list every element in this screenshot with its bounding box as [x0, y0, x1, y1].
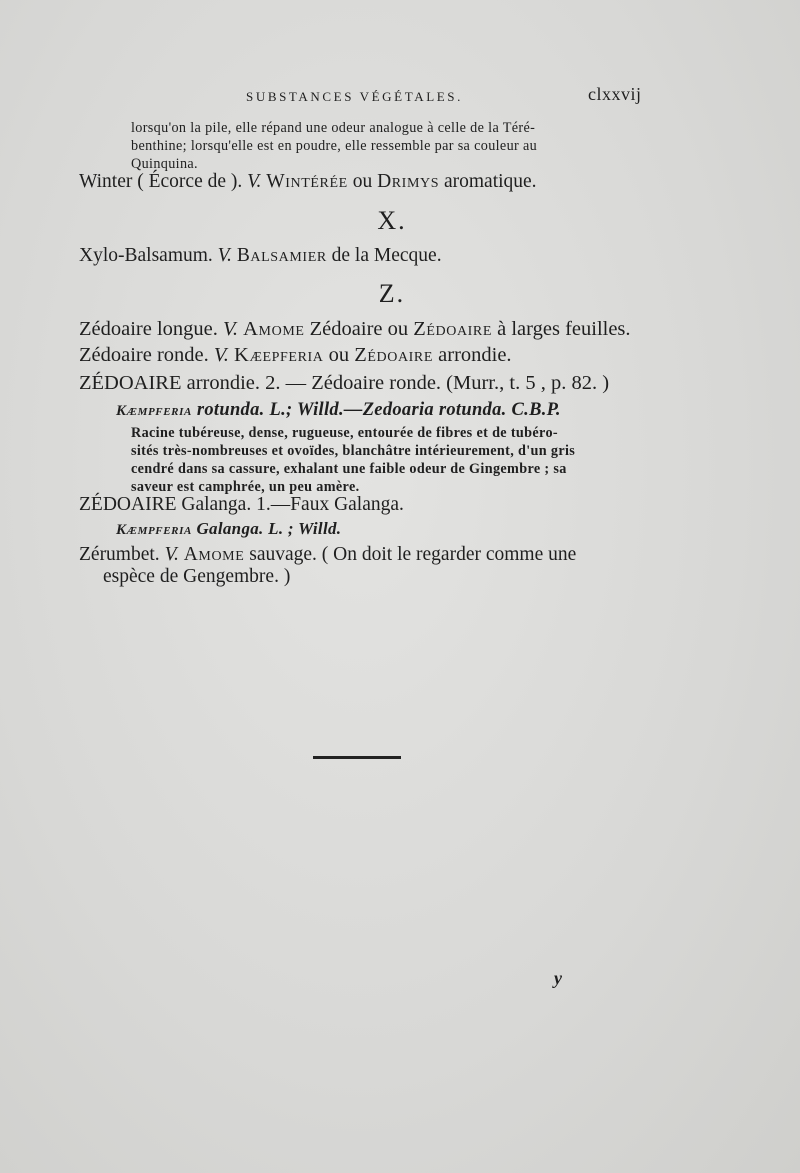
entry-text: de la Mecque. [331, 245, 442, 266]
entry-text: Galanga. 1.—Faux Galanga. [181, 494, 404, 515]
synonym-text: Galanga. L. ; Willd. [196, 519, 342, 538]
entry-headword: Zérumbet. [79, 544, 160, 565]
entry-headword: ZÉDOAIRE [79, 494, 177, 515]
entry-text: à larges feuilles. [497, 318, 631, 340]
entry-zedoaire-arrondie [79, 372, 609, 395]
cross-ref-marker: V. [223, 318, 239, 340]
genus-name: Kæmpferia [116, 522, 192, 538]
entry-continuation: espèce de Gengembre. ) [103, 566, 291, 587]
entry-zedoaire-galanga [79, 494, 404, 516]
entry-text: ou [352, 171, 373, 192]
synonym-line [116, 519, 341, 539]
cross-ref-marker: V. [213, 344, 229, 366]
entry-headword: Zédoaire longue. [79, 318, 218, 340]
genus-name: Zédoaire [413, 318, 493, 340]
continuation-line: Quinquina. [131, 156, 198, 172]
entry-text: ou [328, 344, 350, 366]
cross-ref-marker: V. [164, 544, 179, 565]
entry-text: arrondie. [438, 344, 512, 366]
description-line: sités très-nombreuses et ovoïdes, blanchâtre intérieurement, d'un gris [131, 443, 576, 459]
entry-headword: ZÉDOAIRE [79, 372, 182, 394]
continuation-line: lorsqu'on la pile, elle répand une odeur analogue à celle de la Téré- [131, 120, 536, 136]
section-letter-x: X. [377, 206, 407, 235]
entry-winter [79, 171, 537, 193]
genus-name: Kæmpferia [116, 403, 192, 419]
entry-text: arrondie. 2. — Zédoaire ronde. (Murr., t. 5 , p. 82. ) [186, 372, 610, 394]
genus-name: Amome [243, 318, 305, 340]
genus-name: Amome [183, 544, 245, 565]
synonym-text: rotunda. L.; Willd.—Zedoaria rotunda. C.B.P. [196, 400, 561, 420]
entry-xylo-balsamum [79, 245, 442, 267]
genus-name: Drimys [377, 171, 440, 192]
entry-text: aromatique. [443, 171, 537, 192]
entry-zedoaire-longue [79, 318, 631, 341]
genus-name: Zédoaire [354, 344, 434, 366]
description-line: Racine tubéreuse, dense, rugueuse, entourée de fibres et de tubéro- [131, 425, 558, 441]
running-head: SUBSTANCES VÉGÉTALES. [246, 89, 463, 104]
cross-ref-marker: V. [247, 171, 262, 192]
page-header [0, 86, 800, 110]
continuation-line: benthine; lorsqu'elle est en poudre, elle ressemble par sa couleur au [131, 138, 538, 154]
entry-text: sauvage. ( On doit le regarder comme une [249, 544, 577, 565]
genus-name: Kæepferia [234, 344, 324, 366]
entry-headword: Xylo-Balsamum. [79, 245, 213, 266]
synonym-line [116, 400, 561, 421]
cross-ref-marker: V. [217, 245, 232, 266]
page-number: clxxvij [588, 84, 642, 104]
genus-name: Wintérée [266, 171, 348, 192]
section-letter-z: Z. [378, 279, 406, 308]
entry-text: Zédoaire ou [309, 318, 409, 340]
signature-mark: y [554, 968, 562, 988]
description-line: cendré dans sa cassure, exhalant une faible odeur de Gingembre ; sa [131, 461, 567, 477]
genus-name: Balsamier [236, 245, 327, 266]
entry-zerumbet [79, 544, 576, 566]
description-line: saveur est camphrée, un peu amère. [131, 479, 360, 495]
end-rule [313, 756, 401, 759]
entry-zedoaire-ronde [79, 344, 512, 367]
entry-headword: Winter ( Écorce de ). [79, 171, 243, 192]
entry-headword: Zédoaire ronde. [79, 344, 209, 366]
